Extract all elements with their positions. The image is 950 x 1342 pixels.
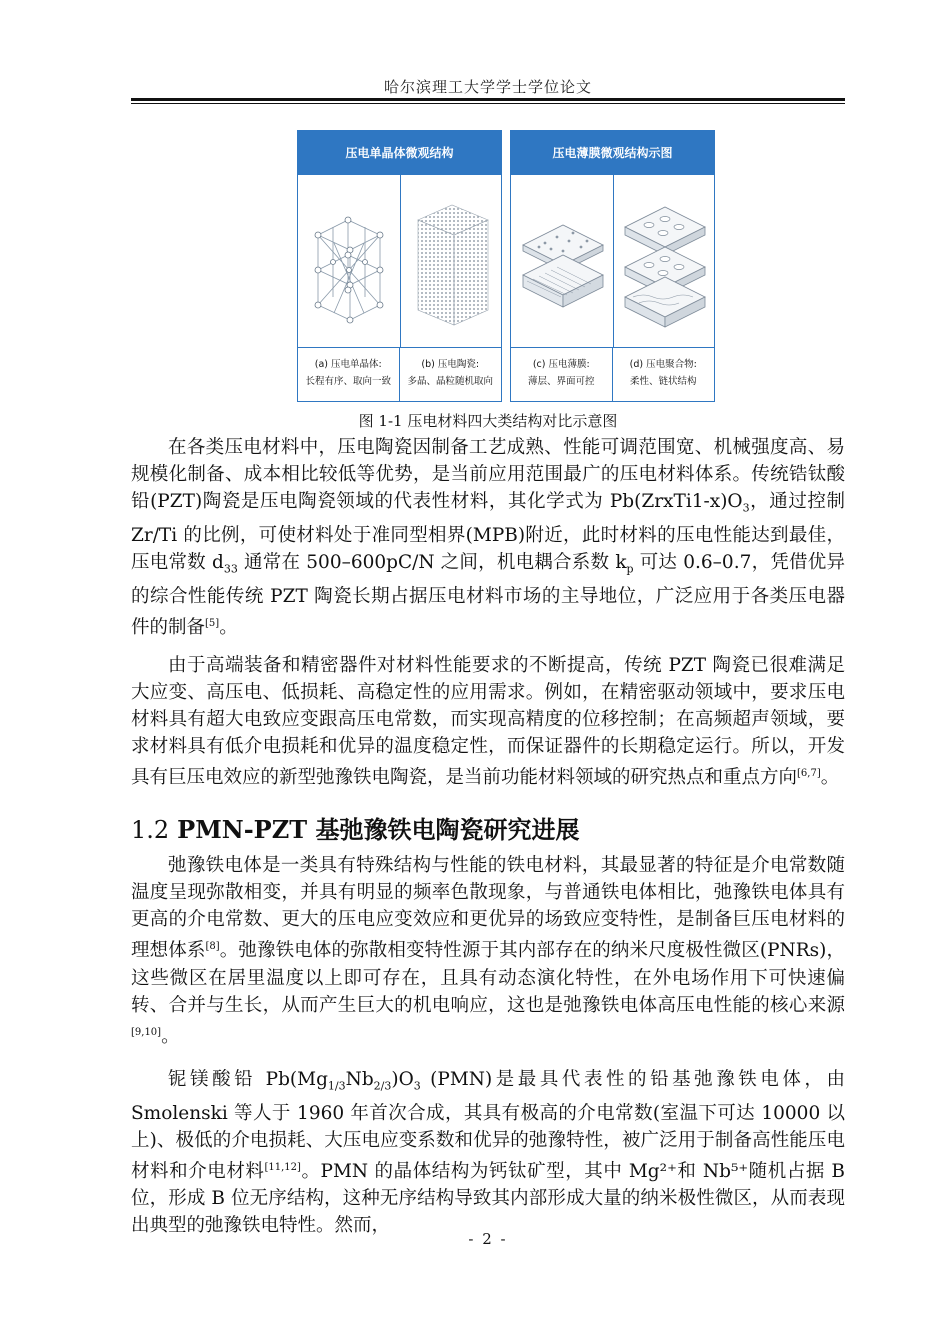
section-heading: [131, 810, 845, 845]
figure-caption-b: (b) 压电陶瓷: 多晶、晶粒随机取向: [407, 359, 493, 387]
thin-film-illustration: [511, 175, 614, 347]
paragraph-relaxor: 弛豫铁电体是一类具有特殊结构与性能的铁电材料，其最显著的特征是介电常数随温度呈现弥散相变，并具有明显的频率色散现象，与普通铁电体相比，弛豫铁电体具有更高的介电常数、更大的压电应变效应和更优异的场致应变特性，是制备巨压电材料的理想体系[8]。弛豫铁电体的弥散相变特性源于其内部存在的纳米尺度极性微区(PNRs)，这些微区在居里温度以上即可存在，且具有动态演化特性，在外电场作用下可快速偏转、合并与生长，从而产生巨大的机电响应，这也是弛豫铁电体高压电性能的核心来源[9,10]。: [131, 855, 845, 1047]
paragraph-pmn: 铌镁酸铅 $Pb(Mg_{1/3}Nb_{2/3})O_3$ (PMN)是最具代表性的铅基弛豫铁电体，由 Smolenski 等人于 1960 年首次合成，其具有极高的介电常数(室温下可达 10000 以上)、极低的介电损耗、大压电应变系数和优异的弛豫特性，被广泛用于制备高性能压电材料和介电材料[11,12]。PMN 的晶体结构为钙钛矿型，其中 Mg²⁺和 Nb⁵⁺随机占据 B 位，形成 B 位无序结构，这种无序结构导致其内部形成大量的纳米极性微区，从而表现出典型的弛豫铁电特性。然而，: [131, 1069, 845, 1237]
paragraph-pzt: 在各类压电材料中，压电陶瓷因制备工艺成熟、性能可调范围宽、机械强度高、易规模化制备、成本相比较低等优势，是当前应用范围最广的压电材料体系。传统锆钛酸铅(PZT)陶瓷是压电陶瓷领域的代表性材料，其化学式为 $Pb(ZrxTi1-x)O_3$，通过控制 Zr/Ti 的比例，可使材料处于准同型相界(MPB)附近，此时材料的压电性能达到最佳，压电常数 $d_{33}$ 通常在 500–600pC/N 之间，机电耦合系数 $k_p$ 可达 0.6–0.7，凭借优异的综合性能传统 PZT 陶瓷长期占据压电材料市场的主导地位，广泛应用于各类压电器件的制备[5]。: [131, 437, 845, 639]
ceramic-cube-icon: [400, 175, 502, 347]
figure-caption: 图 1-1 压电材料四大类结构对比示意图: [358, 412, 618, 430]
paragraph-demand: 由于高端装备和精密器件对材料性能要求的不断提高，传统 PZT 陶瓷已很难满足大应变、高压电、低损耗、高稳定性的应用需求。例如，在精密驱动领域中，要求压电材料具有超大电致应变跟高压电常数，而实现高精度的位移控制；在高频超声领域，要求材料具有低介电损耗和优异的温度稳定性，而保证器件的长期稳定运行。所以，开发具有巨压电效应的新型弛豫铁电陶瓷，是当前功能材料领域的研究热点和重点方向[6,7]。: [131, 655, 845, 789]
page-number: - 2 -: [468, 1230, 508, 1248]
figure-panel-thin-film: [510, 130, 715, 402]
figure-1-1: [297, 130, 715, 402]
citation: [9,10]: [131, 1026, 162, 1038]
figure-panel-single-crystal: [297, 130, 502, 402]
citation: [11,12]: [264, 1161, 301, 1173]
thin-film-layers-icon: [511, 175, 613, 347]
polymer-illustration: [613, 175, 715, 347]
page-header: 哈尔滨理工大学学士学位论文: [383, 78, 592, 96]
figure-caption-c: (c) 压电薄膜: 薄层、界面可控: [511, 348, 613, 402]
citation: [8]: [205, 941, 220, 953]
ceramic-grain-illustration: [400, 175, 502, 347]
polymer-layers-icon: [613, 175, 715, 347]
citation: [6,7]: [797, 768, 821, 780]
section-number: 1.2: [131, 816, 170, 844]
figure-panel-title: 压电单晶体微观结构: [298, 131, 501, 175]
crystal-lattice-icon: [298, 175, 400, 347]
figure-panel-title: 压电薄膜微观结构示图: [511, 131, 714, 175]
section-title: PMN-PZT 基弛豫铁电陶瓷研究进展: [177, 815, 580, 844]
header-rule-thin: [131, 103, 845, 104]
lattice-illustration: [298, 175, 401, 347]
figure-caption-d: (d) 压电聚合物: 柔性、链状结构: [629, 359, 697, 387]
figure-caption-a: (a) 压电单晶体: 长程有序、取向一致: [298, 348, 400, 402]
header-rule: [131, 98, 845, 101]
citation: [5]: [205, 617, 220, 629]
